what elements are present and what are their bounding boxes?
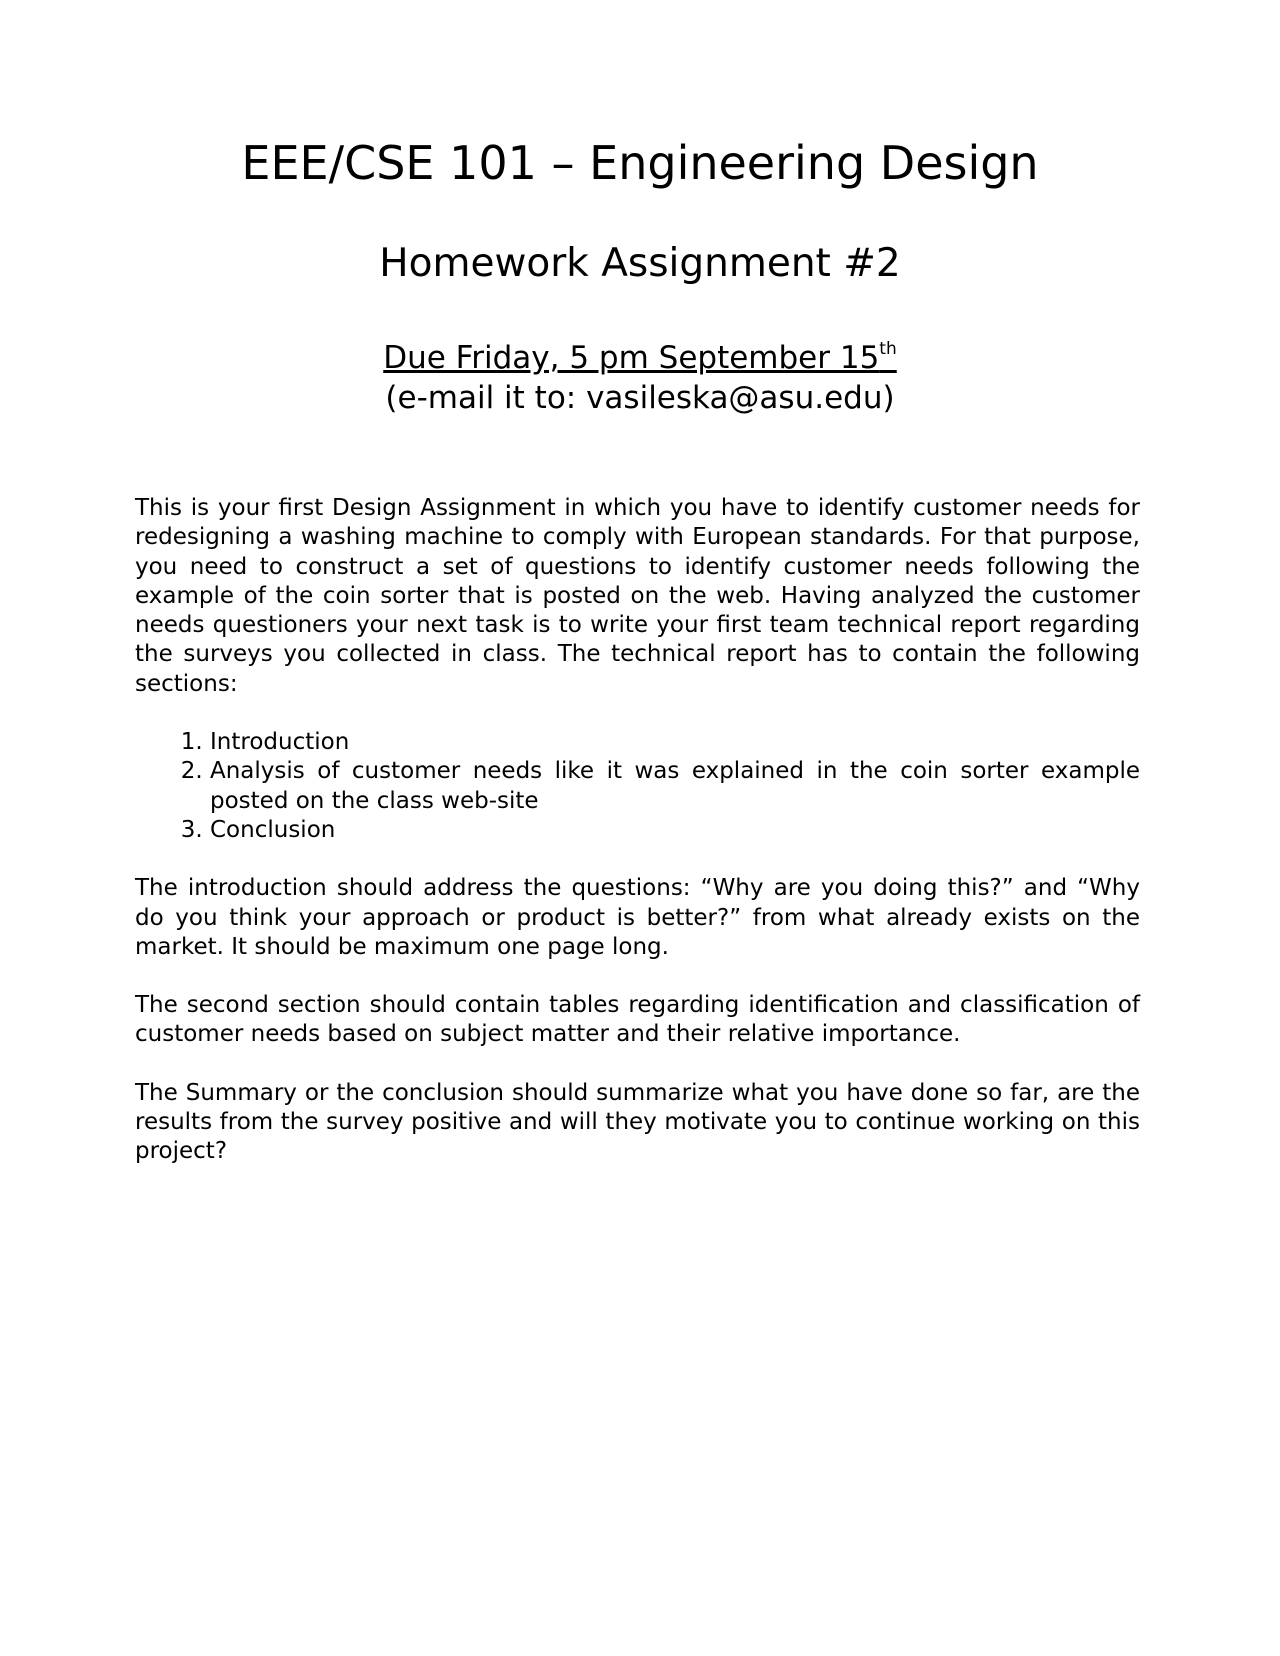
submission-email: (e-mail it to: vasileska@asu.edu): [385, 380, 895, 416]
document-body: [135, 494, 1140, 1167]
due-date-main: Due Friday, 5 pm September 15: [383, 340, 880, 376]
document-title: EEE/CSE 101 – Engineering Design: [241, 136, 1039, 190]
list-item: 1. Introduction: [210, 728, 1140, 757]
list-item: 3. Conclusion: [210, 816, 1140, 845]
intro-paragraph: This is your first Design Assignment in which you have to identify customer needs for redesigning a washing machine to comply with European standards. For that purpose, you need to construct a set of questions to identify customer needs following the example of the coin sorter that is posted on the web. Having analyzed the customer needs questioners your next task is to write your first team technical report regarding the surveys you collected in class. The technical report has to contain the following sections:: [135, 495, 1140, 697]
due-date-ordinal: th: [879, 339, 897, 359]
introduction-paragraph: The introduction should address the questions: “Why are you doing this?” and “Why do you think your approach or product is better?” from what already exists on the market. It should be maximum one page long.: [135, 875, 1140, 960]
sections-list: [135, 728, 1140, 845]
due-date-text: [383, 340, 897, 376]
list-item: 2. Analysis of customer needs like it was explained in the coin sorter example posted on the class web-site: [210, 757, 1140, 816]
assignment-subtitle: Homework Assignment #2: [379, 241, 901, 286]
conclusion-paragraph: The Summary or the conclusion should summarize what you have done so far, are the results from the survey positive and will they motivate you to continue working on this project?: [135, 1079, 1140, 1165]
second-section-paragraph: The second section should contain tables regarding identification and classification of customer needs based on subject matter and their relative importance.: [135, 992, 1140, 1048]
due-date: [0, 338, 1280, 378]
